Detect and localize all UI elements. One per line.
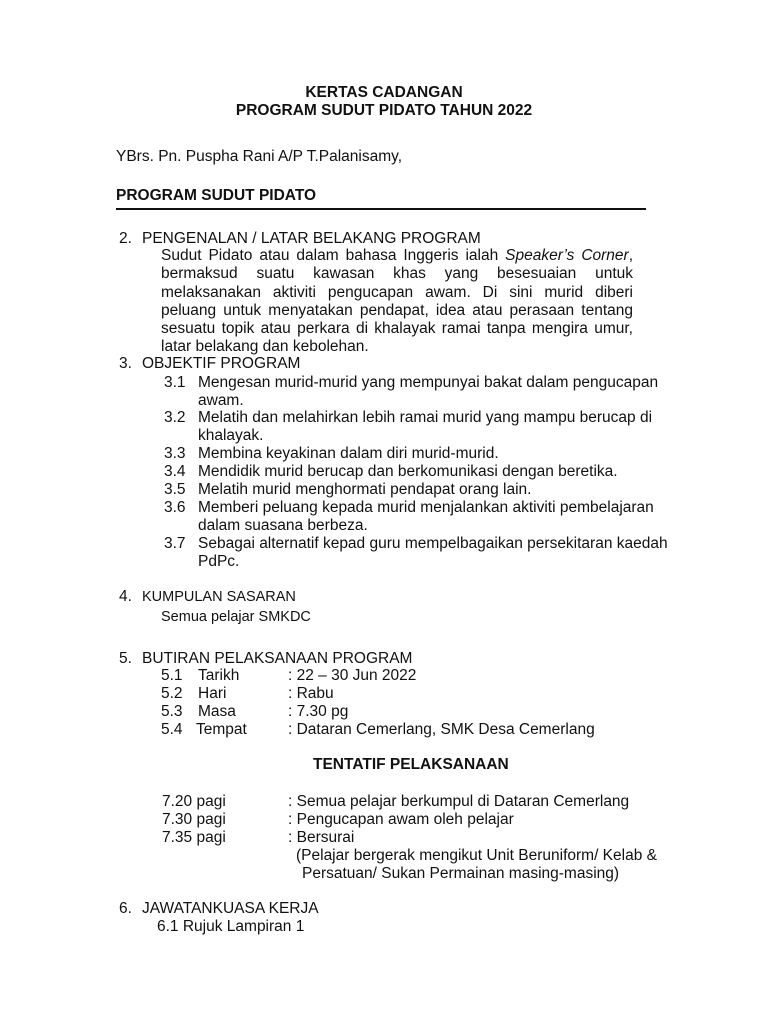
schedule-activity: : Bersurai <box>288 829 355 846</box>
addressee: YBrs. Pn. Puspha Rani A/P T.Palanisamy, <box>116 148 403 165</box>
schedule-time: 7.30 pagi <box>162 811 226 828</box>
detail-number: 5.1 <box>161 667 183 684</box>
detail-value: : Dataran Cemerlang, SMK Desa Cemerlang <box>288 721 595 738</box>
schedule-time: 7.35 pagi <box>162 829 226 846</box>
section-4-number: 4. <box>119 588 132 605</box>
section-4-heading: KUMPULAN SASARAN <box>142 589 296 605</box>
paragraph-text: , bermaksud suatu kawasan khas yang besesuaian untuk melaksanakan aktiviti pengucapan awam. Di sini murid diberi peluang untuk menyatakan pendapat, idea atau perasaan tentang sesuatu topik atau perkara di khalayak ramai tanpa mengira umur, latar belakang dan kebolehan. <box>161 247 634 356</box>
section-2-number: 2. <box>119 230 132 247</box>
detail-value: : 7.30 pg <box>288 703 349 720</box>
detail-label: Masa <box>198 703 236 720</box>
objective-text: Membina keyakinan dalam diri murid-murid. <box>198 445 499 462</box>
committee-reference: 6.1 Rujuk Lampiran 1 <box>157 918 305 935</box>
detail-number: 5.2 <box>161 685 183 702</box>
detail-label: Tempat <box>196 721 247 738</box>
objective-number: 3.5 <box>164 481 186 498</box>
program-heading: PROGRAM SUDUT PIDATO <box>116 187 317 204</box>
detail-label: Hari <box>198 685 227 702</box>
objective-number: 3.7 <box>164 535 186 552</box>
document-title: KERTAS CADANGAN <box>305 84 463 101</box>
objective-number: 3.4 <box>164 463 186 480</box>
section-5-number: 5. <box>119 650 132 667</box>
section-6-heading: JAWATANKUASA KERJA <box>142 900 319 917</box>
paragraph-text: Sudut Pidato atau dalam bahasa Inggeris ialah <box>161 247 506 264</box>
objective-text: Melatih murid menghormati pendapat orang lain. <box>198 481 532 498</box>
objective-text: Melatih dan melahirkan lebih ramai murid yang mampu berucap di khalayak. <box>198 409 653 444</box>
section-3-number: 3. <box>119 355 132 372</box>
section-2-heading: PENGENALAN / LATAR BELAKANG PROGRAM <box>142 230 481 247</box>
detail-value: : Rabu <box>288 685 334 702</box>
objective-text: Sebagai alternatif kepad guru mempelbagaikan persekitaran kaedah PdPc. <box>198 535 668 570</box>
detail-number: 5.4 <box>161 721 183 738</box>
objective-text: Memberi peluang kepada murid menjalankan aktiviti pembelajaran dalam suasana berbeza. <box>198 499 654 534</box>
detail-label: Tarikh <box>198 667 240 684</box>
section-6-number: 6. <box>119 900 132 917</box>
heading-underline <box>116 208 646 210</box>
section-5-heading: BUTIRAN PELAKSANAAN PROGRAM <box>142 650 413 667</box>
target-group: Semua pelajar SMKDC <box>161 609 311 625</box>
schedule-activity: : Pengucapan awam oleh pelajar <box>288 811 514 828</box>
section-3-heading: OBJEKTIF PROGRAM <box>142 355 301 372</box>
objective-text: Mendidik murid berucap dan berkomunikasi dengan beretika. <box>198 463 618 480</box>
objective-text: Mengesan murid-murid yang mempunyai bakat dalam pengucapan awam. <box>198 374 659 409</box>
objective-number: 3.3 <box>164 445 186 462</box>
objective-number: 3.1 <box>164 374 186 391</box>
objective-number: 3.2 <box>164 409 186 426</box>
schedule-note: Persatuan/ Sukan Permainan masing-masing) <box>302 865 620 882</box>
section-2-paragraph <box>161 247 633 357</box>
tentatif-heading: TENTATIF PELAKSANAAN <box>313 756 509 773</box>
document-subtitle: PROGRAM SUDUT PIDATO TAHUN 2022 <box>235 102 533 119</box>
speakers-corner-term: Speaker’s Corner <box>505 247 629 264</box>
objective-number: 3.6 <box>164 499 186 516</box>
schedule-note: (Pelajar bergerak mengikut Unit Beruniform/ Kelab & <box>296 847 657 864</box>
schedule-activity: : Semua pelajar berkumpul di Dataran Cemerlang <box>288 793 630 810</box>
detail-value: : 22 – 30 Jun 2022 <box>288 667 417 684</box>
detail-number: 5.3 <box>161 703 183 720</box>
schedule-time: 7.20 pagi <box>162 793 226 810</box>
